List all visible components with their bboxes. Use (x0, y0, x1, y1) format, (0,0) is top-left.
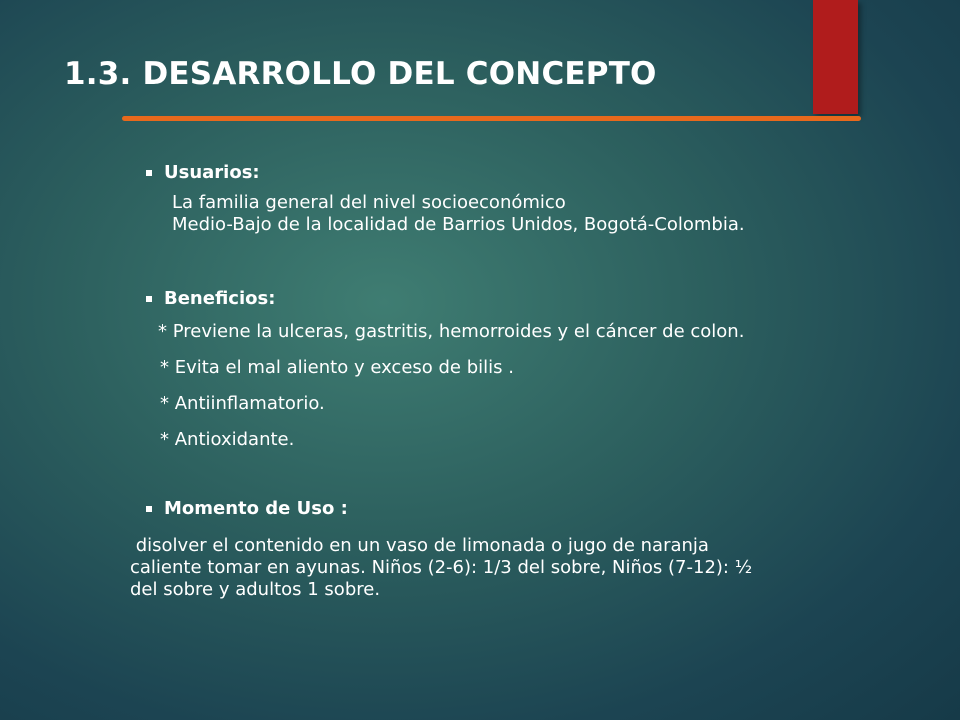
usuarios-line: Medio-Bajo de la localidad de Barrios Unidos, Bogotá-Colombia. (172, 214, 745, 235)
momento-heading: Momento de Uso : (164, 498, 348, 519)
decorative-red-tab (813, 0, 858, 114)
momento-line: caliente tomar en ayunas. Niños (2-6): 1/3 del sobre, Niños (7-12): ½ (130, 557, 753, 578)
beneficio-item: * Antiinflamatorio. (160, 393, 325, 414)
square-bullet-icon (146, 296, 152, 302)
momento-line: disolver el contenido en un vaso de limonada o jugo de naranja (130, 535, 709, 556)
slide-title: 1.3. DESARROLLO DEL CONCEPTO (64, 56, 657, 92)
momento-line: del sobre y adultos 1 sobre. (130, 579, 381, 600)
square-bullet-icon (146, 506, 152, 512)
square-bullet-icon (146, 170, 152, 176)
beneficio-item: * Antioxidante. (160, 429, 295, 450)
beneficio-item: * Evita el mal aliento y exceso de bilis . (160, 357, 514, 378)
usuarios-line: La familia general del nivel socioeconómico (172, 192, 566, 213)
beneficios-heading: Beneficios: (164, 288, 276, 309)
beneficio-item: * Previene la ulceras, gastritis, hemorroides y el cáncer de colon. (158, 321, 745, 342)
usuarios-heading: Usuarios: (164, 162, 260, 183)
title-underline (122, 116, 861, 121)
